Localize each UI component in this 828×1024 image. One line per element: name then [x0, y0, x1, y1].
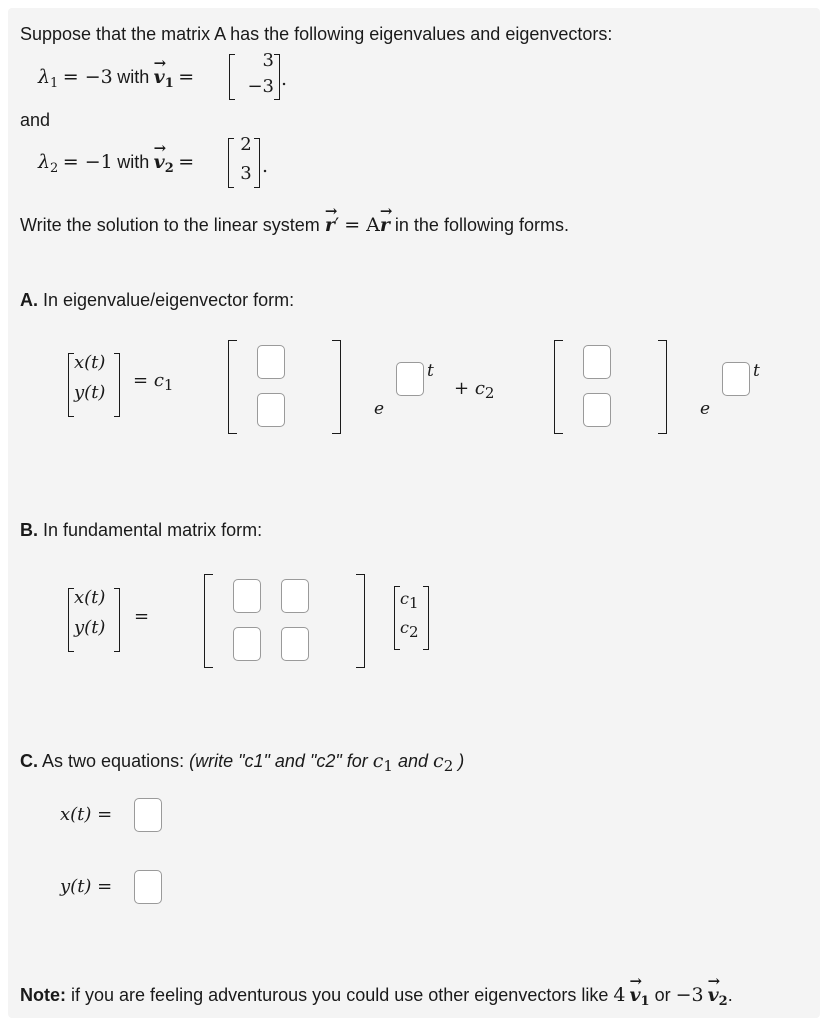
matrix-r1c1-input[interactable]	[233, 579, 261, 613]
part-a-heading	[20, 290, 294, 311]
vector-v1: → v	[629, 984, 640, 1006]
lambda1-value: = −3	[62, 66, 113, 88]
c2-symbol: c	[474, 378, 485, 399]
eigen-pair-2	[38, 151, 195, 176]
vec2-right-bracket	[658, 340, 667, 434]
v2-left-bracket	[228, 138, 234, 188]
t-symbol: t	[427, 361, 434, 381]
y-equation-input[interactable]	[134, 870, 162, 904]
c1-symbol: c	[372, 750, 384, 772]
system-text-end: in the following forms.	[394, 215, 569, 235]
matrix-right-bracket	[356, 574, 365, 668]
equals: =	[133, 370, 149, 391]
equals: =	[178, 66, 195, 88]
c1-subscript: 1	[163, 376, 174, 394]
lambda2-value: = −1	[62, 151, 113, 173]
eigen-pair-1	[38, 66, 195, 91]
v2-subscript: 2	[718, 994, 728, 1009]
intro-line: Suppose that the matrix A has the following eigenvalues and eigenvectors:	[20, 24, 613, 44]
part-instruction: (write "c1" and "c2" for	[189, 751, 368, 771]
vec1-right-bracket	[332, 340, 341, 434]
part-label: C.	[20, 751, 38, 771]
matrix-left-bracket	[204, 574, 213, 668]
note-label: Note:	[20, 985, 66, 1005]
y-of-t: y(t)	[74, 382, 106, 403]
vector-r: → r	[380, 214, 390, 236]
lambda-subscript: 2	[50, 161, 59, 176]
note-text: if you are feeling adventurous you could use other eigenvectors like	[71, 985, 609, 1005]
y-equation-label: y(t) =	[60, 876, 113, 897]
vec1-bottom-input[interactable]	[257, 393, 285, 427]
vec1-top-input[interactable]	[257, 345, 285, 379]
system-line	[20, 214, 569, 236]
c2-entry	[400, 618, 419, 641]
and-text: and	[397, 751, 429, 771]
plus: +	[454, 378, 470, 399]
lambda-subscript: 1	[50, 76, 59, 91]
c2-symbol: c	[433, 750, 444, 772]
plus-c2	[454, 378, 495, 402]
xy-right-bracket	[114, 588, 120, 652]
equals-A: = A	[344, 214, 380, 236]
v1-bottom-entry: −3	[247, 76, 274, 97]
close-paren: )	[458, 751, 465, 771]
c1-symbol: c	[400, 589, 409, 608]
c2-subscript: 2	[443, 757, 454, 775]
c1-subscript: 1	[408, 594, 419, 612]
exponent2-input[interactable]	[722, 362, 750, 396]
lambda-symbol: λ	[38, 66, 51, 88]
exponent1-input[interactable]	[396, 362, 424, 396]
v1-subscript: 1	[640, 994, 650, 1009]
matrix-r1c2-input[interactable]	[281, 579, 309, 613]
part-b-heading	[20, 520, 262, 541]
system-text: Write the solution to the linear system	[20, 215, 320, 235]
part-label: A.	[20, 290, 38, 310]
c2-symbol: c	[400, 618, 409, 637]
v2-right-bracket	[254, 138, 260, 188]
part-title: In eigenvalue/eigenvector form:	[43, 290, 295, 310]
prime: ′	[334, 214, 340, 236]
part-title: In fundamental matrix form:	[43, 520, 263, 540]
vector-v1: → v	[154, 66, 165, 88]
c1-subscript: 1	[383, 757, 393, 775]
vec2-top-input[interactable]	[583, 345, 611, 379]
x-of-t: x(t)	[74, 352, 106, 373]
part-label: B.	[20, 520, 38, 540]
equals: =	[134, 606, 150, 627]
c2-subscript: 2	[408, 623, 419, 641]
matrix-r2c1-input[interactable]	[233, 627, 261, 661]
x-of-t: x(t)	[74, 587, 106, 608]
c-right-bracket	[423, 586, 429, 650]
with-text: with	[117, 152, 150, 172]
v2-bottom-entry: 3	[240, 163, 252, 184]
or-text: or	[654, 985, 671, 1005]
matrix-r2c2-input[interactable]	[281, 627, 309, 661]
problem-card	[8, 8, 820, 1018]
xy-right-bracket	[114, 353, 120, 417]
note-line	[20, 984, 733, 1009]
vec2-left-bracket	[554, 340, 563, 434]
coef-neg3: −3	[675, 984, 704, 1006]
vector-v2: → v	[154, 151, 165, 173]
coef-4: 4	[613, 984, 626, 1006]
and-text: and	[20, 110, 51, 130]
t-symbol: t	[753, 361, 760, 381]
v1-top-entry: 3	[262, 50, 274, 71]
vec2-bottom-input[interactable]	[583, 393, 611, 427]
with-text: with	[117, 67, 150, 87]
part-c-heading	[20, 750, 465, 775]
v1-right-bracket	[274, 54, 280, 100]
intro-text	[20, 24, 612, 45]
v2-top-entry: 2	[240, 134, 252, 155]
part-title: As two equations:	[42, 751, 185, 771]
exp-e: e	[374, 399, 385, 419]
x-equation-input[interactable]	[134, 798, 162, 832]
y-of-t: y(t)	[74, 617, 106, 638]
eq-c1	[133, 370, 174, 394]
vec1-left-bracket	[228, 340, 237, 434]
c1-symbol: c	[153, 370, 164, 391]
x-equation-label: x(t) =	[60, 804, 113, 825]
period: .	[262, 155, 269, 177]
period: .	[727, 985, 733, 1005]
v1-subscript: 1	[164, 76, 174, 91]
lambda-symbol: λ	[38, 151, 51, 173]
vector-r: → r	[325, 214, 335, 236]
vector-v2: → v	[708, 984, 719, 1006]
v2-subscript: 2	[164, 161, 174, 176]
period: .	[281, 68, 288, 90]
exp-e: e	[700, 399, 711, 419]
c1-entry	[400, 589, 419, 612]
c2-subscript: 2	[484, 384, 495, 402]
equals: =	[178, 151, 195, 173]
